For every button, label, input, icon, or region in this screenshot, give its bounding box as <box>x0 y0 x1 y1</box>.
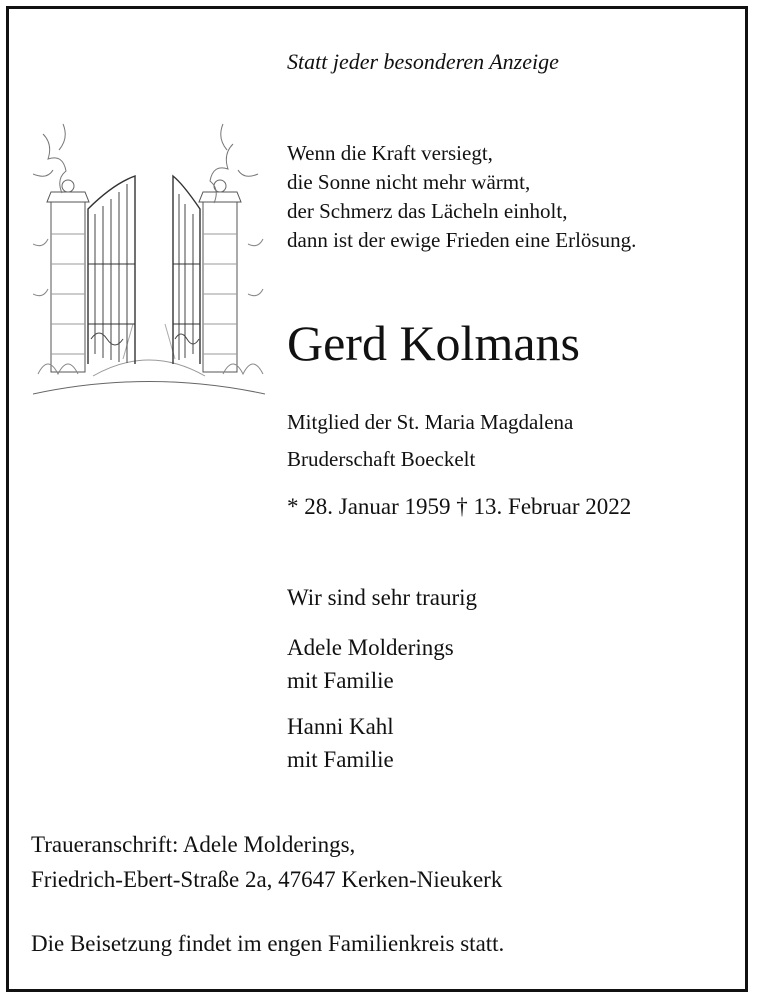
burial-note: Die Beisetzung findet im engen Familienkreis statt. <box>31 931 505 956</box>
garden-gate-illustration-icon <box>33 114 265 414</box>
membership-line: Bruderschaft Boeckelt <box>287 447 476 471</box>
poem-line: dann ist der ewige Frieden eine Erlösung. <box>287 228 637 252</box>
mourning-address <box>31 827 502 897</box>
obituary-notice <box>6 6 748 992</box>
poem-line: der Schmerz das Lächeln einholt, <box>287 199 568 223</box>
poem-line: Wenn die Kraft versiegt, <box>287 141 493 165</box>
poem <box>287 139 636 255</box>
family-entry <box>287 710 394 776</box>
address-line: Friedrich-Ebert-Straße 2a, 47647 Kerken-Nieukerk <box>31 867 503 892</box>
mourners-intro: Wir sind sehr traurig <box>287 585 478 610</box>
family-name: Hanni Kahl <box>287 714 394 739</box>
family-suffix: mit Familie <box>287 668 394 693</box>
address-line: Traueranschrift: Adele Molderings, <box>31 832 356 857</box>
family-entry <box>287 631 454 697</box>
notice-header: Statt jeder besonderen Anzeige <box>287 49 559 74</box>
life-dates: * 28. Januar 1959 † 13. Februar 2022 <box>287 494 632 519</box>
membership-line: Mitglied der St. Maria Magdalena <box>287 410 574 434</box>
family-name: Adele Molderings <box>287 635 454 660</box>
deceased-name: Gerd Kolmans <box>287 315 580 371</box>
poem-line: die Sonne nicht mehr wärmt, <box>287 170 531 194</box>
membership <box>287 404 573 478</box>
family-suffix: mit Familie <box>287 747 394 772</box>
